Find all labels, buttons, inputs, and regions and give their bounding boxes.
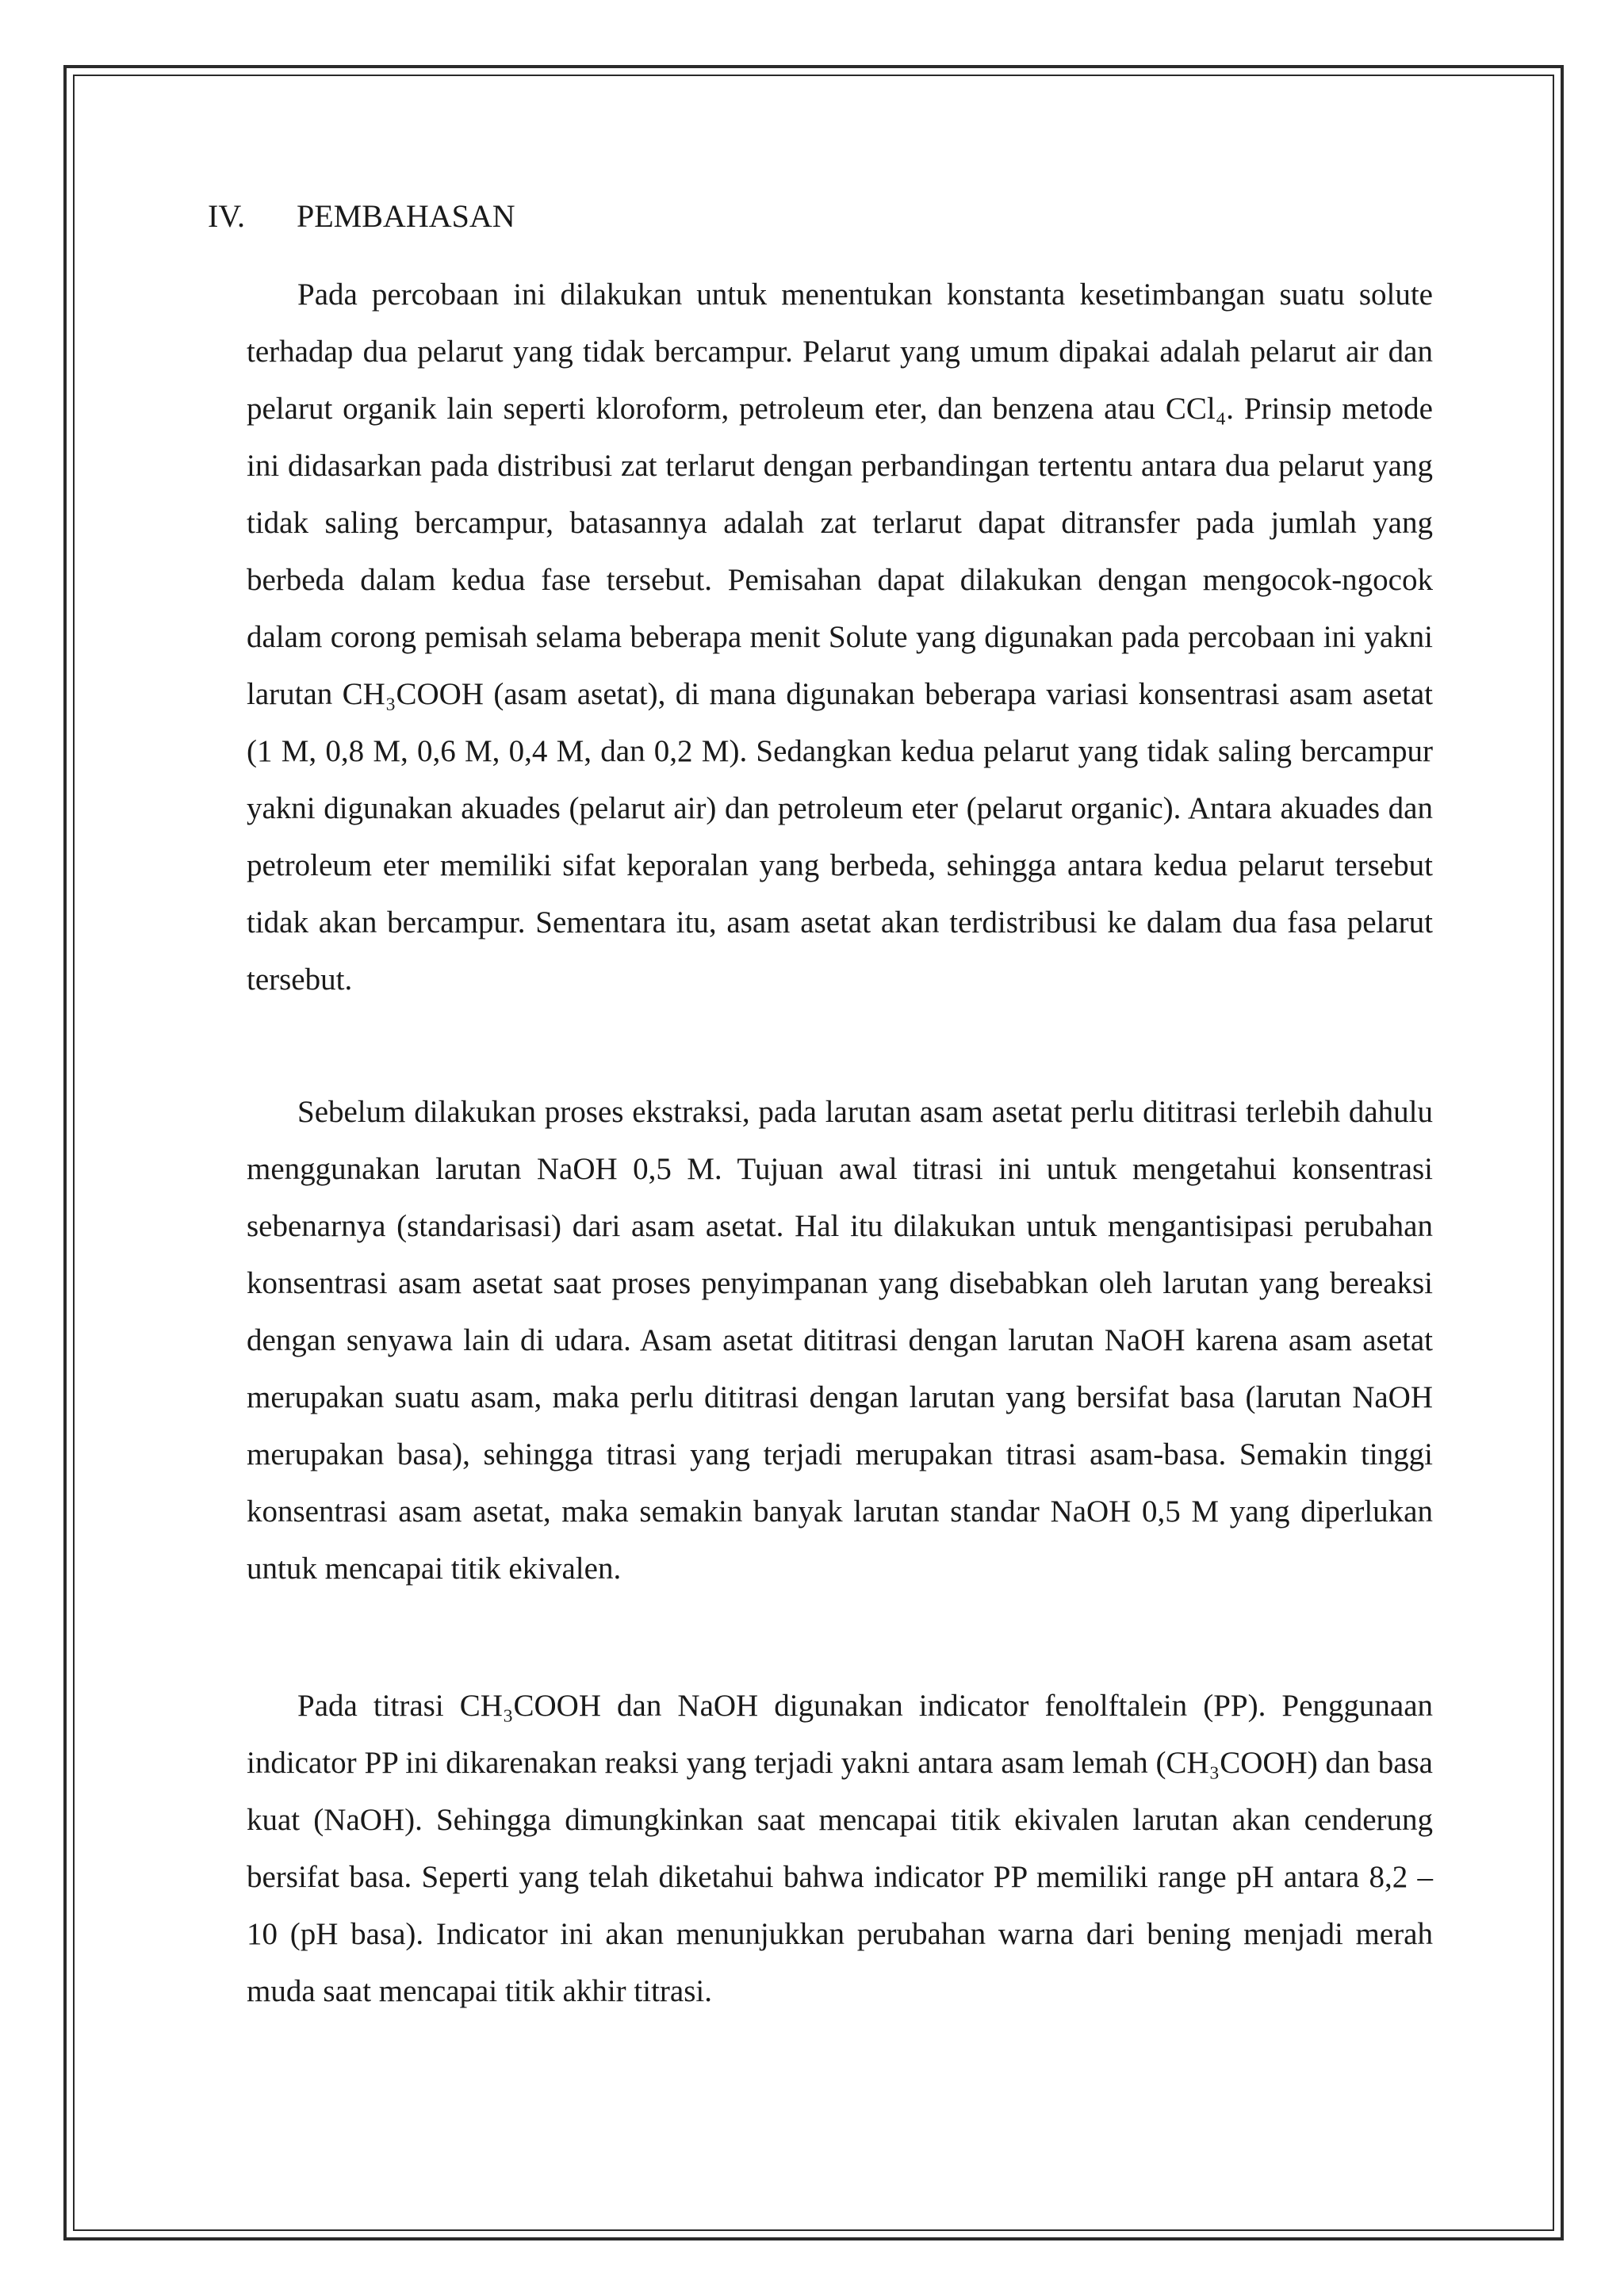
paragraph-1: Pada percobaan ini dilakukan untuk menentukan konstanta kesetimbangan suatu solute terhadap dua pelarut yang tidak bercampur. Pelarut yang umum dipakai adalah pelarut air dan pelarut organik lain seperti kloroform, petroleum eter, dan benzena atau CCl₄. Prinsip metode ini didasarkan pada distribusi zat terlarut dengan perbandingan tertentu antara dua pelarut yang tidak saling bercampur, batasannya adalah zat terlarut dapat ditransfer pada jumlah yang berbeda dalam kedua fase tersebut. Pemisahan dapat dilakukan dengan mengocok-ngocok dalam corong pemisah selama beberapa menit Solute yang digunakan pada percobaan ini yakni larutan CH₃COOH (asam asetat), di mana digunakan beberapa variasi konsentrasi asam asetat (1 M, 0,8 M, 0,6 M, 0,4 M, dan 0,2 M). Sedangkan kedua pelarut yang tidak saling bercampur yakni digunakan akuades (pelarut air) dan petroleum eter (pelarut organic). Antara akuades dan petroleum eter memiliki sifat keporalan yang berbeda, sehingga antara kedua pelarut tersebut tidak akan bercampur. Sementara itu, asam asetat akan terdistribusi ke dalam dua fasa pelarut tersebut.	[247, 277, 1433, 997]
paragraph-2: Sebelum dilakukan proses ekstraksi, pada larutan asam asetat perlu dititrasi terlebih dahulu menggunakan larutan NaOH 0,5 M. Tujuan awal titrasi ini untuk mengetahui konsentrasi sebenarnya (standarisasi) dari asam asetat. Hal itu dilakukan untuk mengantisipasi perubahan konsentrasi asam asetat saat proses penyimpanan yang disebabkan oleh larutan yang bereaksi dengan senyawa lain di udara. Asam asetat dititrasi dengan larutan NaOH karena asam asetat merupakan suatu asam, maka perlu dititrasi dengan larutan yang bersifat basa (larutan NaOH merupakan basa), sehingga titrasi yang terjadi merupakan titrasi asam-basa. Semakin tinggi konsentrasi asam asetat, maka semakin banyak larutan standar NaOH 0,5 M yang diperlukan untuk mencapai titik ekivalen.	[247, 1095, 1433, 1586]
paragraph-3-block	[247, 1678, 1433, 2020]
paragraph-3: Pada titrasi CH₃COOH dan NaOH digunakan indicator fenolftalein (PP). Penggunaan indicator PP ini dikarenakan reaksi yang terjadi yakni antara asam lemah (CH₃COOH) dan basa kuat (NaOH). Sehingga dimungkinkan saat mencapai titik ekivalen larutan akan cenderung bersifat basa. Seperti yang telah diketahui bahwa indicator PP memiliki range pH antara 8,2 – 10 (pH basa). Indicator ini akan menunjukkan perubahan warna dari bening menjadi merah muda saat mencapai titik akhir titrasi.	[247, 1689, 1433, 2008]
section-number: IV.	[208, 198, 246, 234]
section-heading	[208, 193, 515, 240]
paragraph-2-block	[247, 1084, 1433, 1598]
section-title: PEMBAHASAN	[297, 198, 515, 234]
paragraph-1-block	[247, 266, 1433, 1008]
